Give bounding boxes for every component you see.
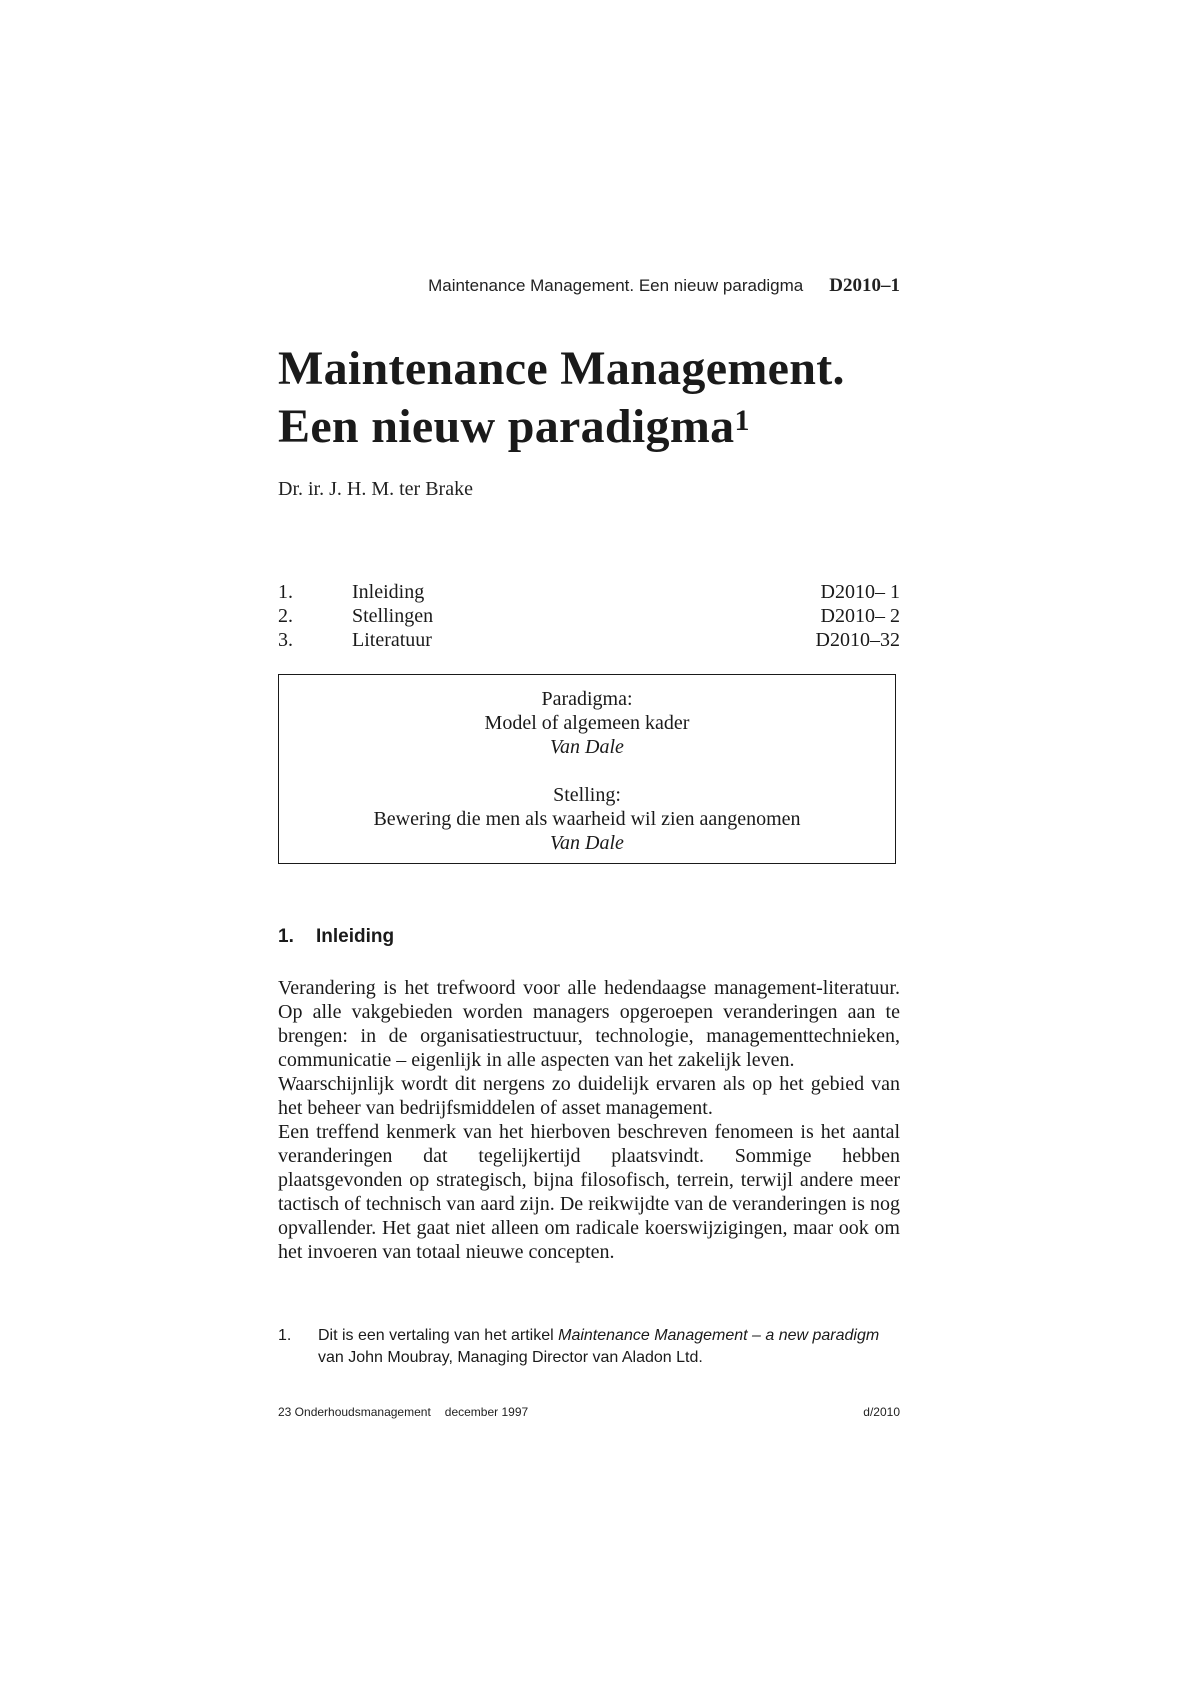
footer-left (278, 1405, 528, 1419)
footnote-text-before: Dit is een vertaling van het artikel (318, 1327, 559, 1344)
author: Dr. ir. J. H. M. ter Brake (278, 478, 473, 500)
toc-number: 2. (278, 605, 293, 627)
running-title: Maintenance Management. Een nieuw paradigma (428, 276, 804, 295)
title-line-1: Maintenance Management. (278, 342, 845, 395)
section-code: D2010–1 (829, 275, 900, 296)
title-footnote-mark[interactable]: 1 (734, 404, 750, 437)
toc-page: D2010–32 (815, 629, 900, 651)
body-paragraph: Verandering is het trefwoord voor alle hedendaagse management-literatuur. Op alle vakgebieden worden managers opgeroepen veranderingen aan te brengen: in de organisatiestructuur, technologie, managementtechnieken, communicatie – eigenlijk in alle aspecten van het zakelijk leven. (278, 977, 900, 1071)
title-line-2: Een nieuw paradigma (278, 400, 735, 453)
footnote (278, 1325, 900, 1369)
definition-spacer (279, 759, 895, 783)
footer-date: december 1997 (444, 1405, 529, 1419)
toc-label: Inleiding (352, 581, 425, 603)
footer-code: d/2010 (863, 1405, 900, 1419)
footnote-number: 1. (278, 1327, 292, 1344)
page-footer (278, 1405, 900, 1419)
definition-term: Paradigma: (541, 688, 633, 710)
article-title (278, 340, 845, 456)
footer-issue: 23 Onderhoudsmanagement (278, 1405, 431, 1419)
section-title: Inleiding (316, 926, 395, 947)
toc-page: D2010– 1 (820, 581, 900, 603)
toc-row[interactable] (278, 580, 900, 604)
footnote-text-after: van John Moubray, Managing Director van Aladon Ltd. (318, 1349, 703, 1366)
toc-number: 1. (278, 581, 293, 603)
toc-row[interactable] (278, 628, 900, 652)
toc-label: Stellingen (352, 605, 434, 627)
table-of-contents (278, 580, 900, 652)
definition-source: Van Dale (550, 832, 624, 854)
definition-term: Stelling: (553, 784, 621, 806)
toc-page: D2010– 2 (820, 605, 900, 627)
toc-row[interactable] (278, 604, 900, 628)
definition-text: Model of algemeen kader (484, 712, 690, 734)
footnote-text (318, 1325, 900, 1369)
toc-number: 3. (278, 629, 293, 651)
toc-label: Literatuur (352, 629, 432, 651)
section-body (278, 976, 900, 1264)
footnote-article-title: Maintenance Management – a new paradigm (558, 1327, 880, 1344)
definitions-box (278, 674, 896, 864)
running-header (278, 275, 900, 297)
definition-text: Bewering die men als waarheid wil zien aangenomen (373, 808, 801, 830)
section-heading (278, 926, 394, 948)
body-paragraph: Een treffend kenmerk van het hierboven beschreven fenomeen is het aantal veranderingen dat tegelijkertijd plaatsvindt. Sommige hebben plaatsgevonden op strategisch, bijna filosofisch, terrein, terwijl andere meer tactisch of technisch van aard zijn. De reikwijdte van de veranderingen is nog opvallender. Het gaat niet alleen om radicale koerswijzigingen, maar ook om het invoeren van totaal nieuwe concepten. (278, 1121, 900, 1263)
body-paragraph: Waarschijnlijk wordt dit nergens zo duidelijk ervaren als op het gebied van het beheer van bedrijfsmiddelen of asset management. (278, 1073, 900, 1119)
section-number: 1. (278, 926, 294, 947)
definition-source: Van Dale (550, 736, 624, 758)
